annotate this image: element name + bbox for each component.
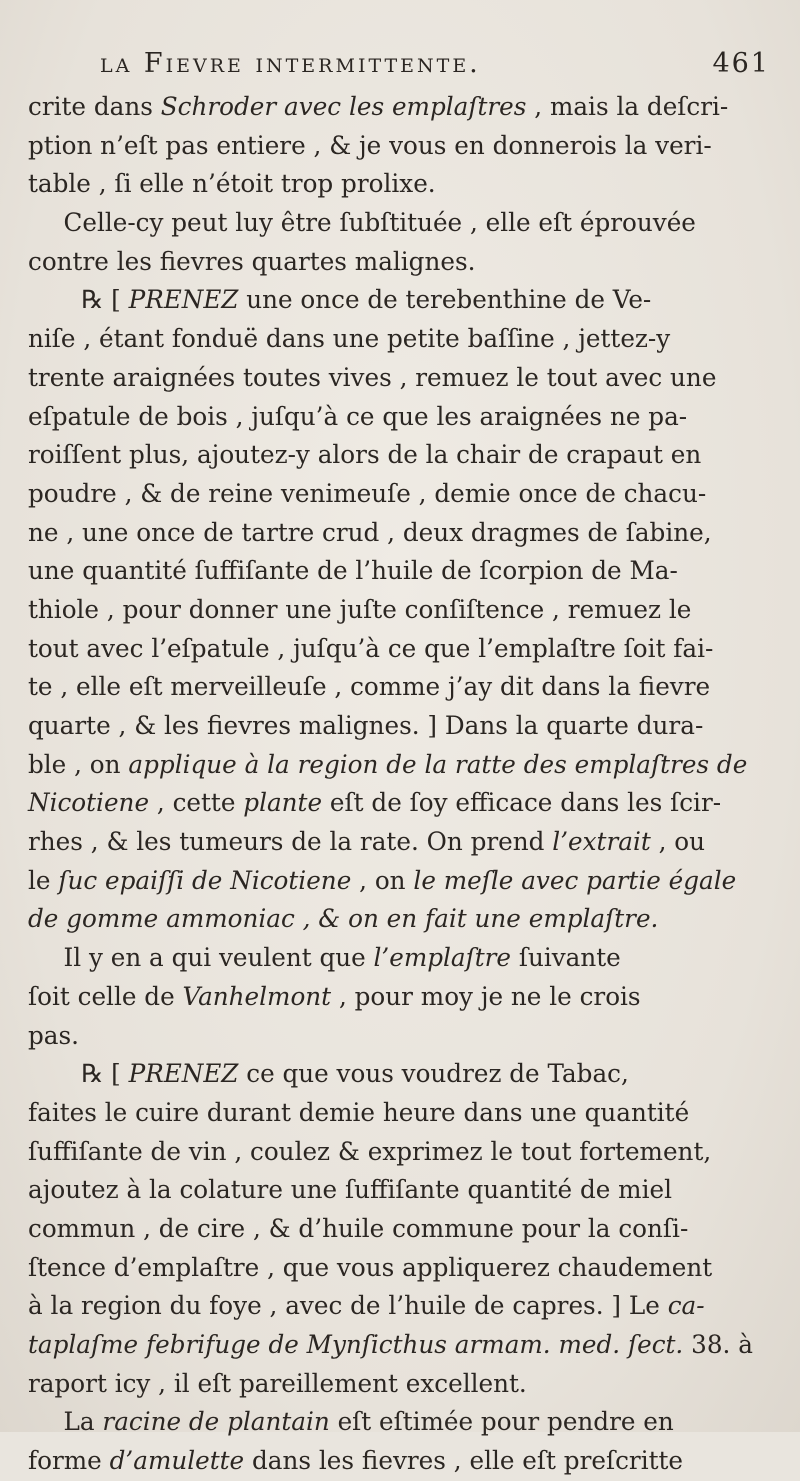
- italic-segment: plante: [243, 788, 323, 818]
- italic-segment: l’emplaſtre: [373, 943, 512, 973]
- text-segment: ℞ [: [81, 1059, 129, 1089]
- text-line: [28, 630, 778, 669]
- text-segment: ſtence d’emplaſtre , que vous appliquerez chaudement: [28, 1252, 713, 1282]
- text-segment: , pour moy je ne le crois: [331, 981, 641, 1011]
- text-segment: quarte , & les fievres malignes. ] Dans la quarte dura-: [28, 711, 704, 740]
- italic-segment: taplaſme febrifuge de Mynſicthus armam. med. ſect.: [28, 1330, 684, 1359]
- text-segment: ption n’eſt pas entiere , & je vous en donnerois la veri-: [28, 130, 712, 160]
- italic-segment: PRENEZ: [128, 1059, 239, 1089]
- text-line: [28, 88, 778, 127]
- text-line: [28, 436, 778, 475]
- text-segment: le: [28, 865, 59, 895]
- text-segment: ſuffiſante de vin , coulez & exprimez le tout fortement,: [28, 1136, 712, 1166]
- text-line: [28, 707, 778, 746]
- italic-segment: PRENEZ: [128, 285, 239, 315]
- text-line: [28, 784, 778, 823]
- text-line: [28, 204, 778, 243]
- text-segment: 38. à: [683, 1330, 753, 1359]
- text-line: [28, 475, 778, 514]
- text-segment: à la region du foye , avec de l’huile de capres. ] Le: [28, 1291, 668, 1321]
- text-line: [28, 978, 778, 1017]
- running-header: [100, 48, 770, 79]
- italic-segment: ſuc epaiſſi de Nicotiene: [58, 865, 352, 895]
- italic-segment: Nicotiene: [28, 788, 150, 818]
- text-segment: ce que vous voudrez de Tabac,: [238, 1059, 629, 1089]
- text-line: [28, 1133, 778, 1172]
- text-segment: trente araignées toutes vives , remuez le tout avec une: [28, 362, 717, 392]
- text-line: [28, 165, 778, 204]
- italic-segment: Vanhelmont: [182, 981, 332, 1011]
- page-number: 461: [712, 48, 770, 79]
- text-segment: commun , de cire , & d’huile commune pour la conſi-: [28, 1213, 689, 1243]
- text-segment: forme: [28, 1446, 110, 1476]
- text-segment: Il y en a qui veulent que: [63, 943, 374, 973]
- text-segment: eſt eſtimée pour pendre en: [329, 1407, 674, 1437]
- text-segment: roiſſent plus, ajoutez-y alors de la chair de crapaut en: [28, 440, 702, 470]
- text-line: [28, 900, 778, 939]
- text-segment: faites le cuire durant demie heure dans une quantité: [28, 1097, 690, 1127]
- body-text: [28, 88, 788, 1481]
- text-segment: , cette: [149, 788, 244, 818]
- italic-segment: ca-: [667, 1291, 705, 1321]
- text-line: [28, 1210, 778, 1249]
- text-segment: crite dans: [28, 92, 161, 121]
- text-line: [28, 823, 778, 862]
- text-line: [28, 1055, 777, 1094]
- text-segment: La: [63, 1407, 103, 1437]
- text-segment: pas.: [28, 1020, 80, 1050]
- text-line: [28, 127, 778, 166]
- text-segment: ble , on: [28, 749, 129, 779]
- text-line: [28, 862, 778, 901]
- text-segment: ſoit celle de: [28, 981, 183, 1011]
- running-title: la Fievre intermittente.: [100, 48, 481, 79]
- text-line: [28, 1365, 778, 1404]
- italic-segment: de gomme ammoniac , & on en fait une emplaſtre.: [28, 904, 659, 934]
- text-line: [28, 514, 778, 553]
- text-segment: niſe , étant fonduë dans une petite baſſine , jettez-y: [28, 324, 671, 354]
- text-line: [28, 1249, 778, 1288]
- text-segment: ℞ [: [81, 285, 129, 315]
- text-line: [28, 1442, 778, 1481]
- text-line: [28, 552, 778, 591]
- text-segment: une quantité ſuffiſante de l’huile de ſcorpion de Ma-: [28, 556, 678, 586]
- italic-segment: racine de plantain: [102, 1407, 330, 1437]
- text-line: [28, 1326, 778, 1365]
- text-segment: dans les fievres , elle eſt preſcritte: [244, 1446, 684, 1476]
- text-line: [28, 591, 778, 630]
- text-line: [28, 1094, 778, 1133]
- text-segment: , ou: [650, 827, 706, 857]
- text-segment: raport icy , il eſt pareillement excellent.: [28, 1368, 527, 1398]
- text-segment: , on: [351, 865, 414, 895]
- text-segment: une once de terebenthine de Ve-: [238, 285, 652, 315]
- italic-segment: Schroder avec les emplaſtres: [160, 92, 527, 121]
- italic-segment: le meſle avec partie égale: [413, 865, 737, 895]
- text-segment: Celle-cy peut luy être ſubſtituée , elle eſt éprouvée: [63, 208, 696, 238]
- text-segment: ajoutez à la colature une ſuffiſante quantité de miel: [28, 1175, 672, 1205]
- text-segment: poudre , & de reine venimeuſe , demie once de chacu-: [28, 478, 707, 508]
- text-line: [28, 243, 778, 282]
- text-line: [28, 359, 778, 398]
- italic-segment: d’amulette: [109, 1446, 245, 1476]
- text-line: [28, 1287, 778, 1326]
- italic-segment: applique à la region de la ratte des emplaſtres de: [128, 749, 748, 779]
- text-line: [28, 1403, 778, 1442]
- text-line: [28, 320, 778, 359]
- text-line: [28, 1171, 778, 1210]
- text-line: [28, 1017, 778, 1056]
- text-line: [28, 281, 777, 320]
- text-segment: contre les fievres quartes malignes.: [28, 246, 476, 276]
- text-segment: thiole , pour donner une juſte conſiſtence , remuez le: [28, 594, 692, 624]
- text-segment: tout avec l’eſpatule , juſqu’à ce que l’emplaſtre ſoit fai-: [28, 633, 714, 663]
- text-segment: eſt de ſoy efficace dans les ſcir-: [322, 788, 722, 818]
- text-line: [28, 939, 778, 978]
- text-segment: rhes , & les tumeurs de la rate. On prend: [28, 827, 553, 857]
- text-segment: te , elle eſt merveilleuſe , comme j’ay dit dans la fievre: [28, 672, 711, 702]
- text-segment: ne , une once de tartre crud , deux dragmes de ſabine,: [28, 517, 712, 547]
- text-segment: eſpatule de bois , juſqu’à ce que les araignées ne pa-: [28, 401, 688, 431]
- italic-segment: l’extrait: [552, 827, 651, 857]
- text-segment: ſuivante: [511, 943, 621, 973]
- text-line: [28, 398, 778, 437]
- text-line: [28, 668, 778, 707]
- text-segment: , mais la deſcri-: [526, 92, 729, 121]
- text-segment: table , ſi elle n’étoit trop prolixe.: [28, 169, 436, 199]
- text-line: [28, 746, 778, 785]
